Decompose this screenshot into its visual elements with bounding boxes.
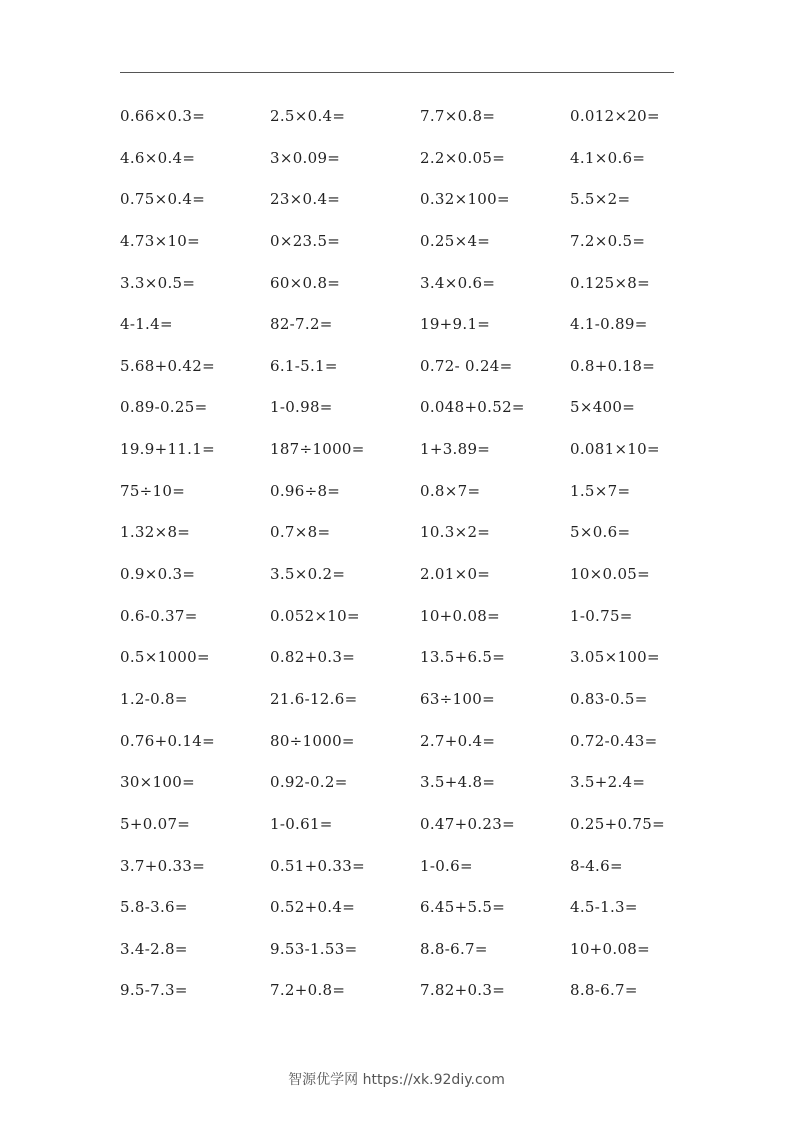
problem-item: 0.125×8= [570, 273, 651, 292]
problem-item: 2.5×0.4= [270, 107, 346, 125]
problem-item: 1+3.89= [420, 440, 491, 459]
problem-item: 10+0.08= [420, 606, 501, 625]
problem-item: 30×100= [120, 773, 195, 792]
problem-item: 4-1.4= [120, 315, 173, 334]
problem-item: 1-0.6= [420, 856, 473, 875]
problem-item: 0.012×20= [570, 107, 660, 125]
problem-item: 7.7×0.8= [420, 107, 496, 125]
problem-item: 7.2+0.8= [270, 981, 346, 1000]
problem-item: 19+9.1= [420, 315, 491, 334]
problem-item: 0.8×7= [420, 481, 481, 500]
problem-item: 0.9×0.3= [120, 565, 196, 584]
problem-item: 1-0.61= [270, 814, 333, 833]
problem-item: 10×0.05= [570, 565, 651, 584]
problem-item: 0.25+0.75= [570, 814, 665, 833]
problem-item: 2.2×0.05= [420, 148, 506, 167]
problem-item: 19.9+11.1= [120, 440, 215, 459]
problem-item: 3.5×0.2= [270, 565, 346, 584]
problem-item: 0.72- 0.24= [420, 356, 513, 375]
problem-item: 0.6-0.37= [120, 606, 198, 625]
problem-item: 5×400= [570, 398, 636, 417]
problem-item: 0.32×100= [420, 190, 510, 209]
problem-item: 1.32×8= [120, 523, 191, 542]
problem-item: 0.47+0.23= [420, 814, 515, 833]
problem-item: 0.081×10= [570, 440, 660, 459]
problem-item: 1-0.98= [270, 398, 333, 417]
problem-item: 3×0.09= [270, 148, 341, 167]
problem-item: 8.8-6.7= [570, 981, 638, 1000]
problem-item: 3.4-2.8= [120, 939, 188, 958]
problem-item: 0.5×1000= [120, 648, 210, 667]
problem-item: 7.82+0.3= [420, 981, 506, 1000]
problem-item: 8.8-6.7= [420, 939, 488, 958]
problem-item: 5.68+0.42= [120, 356, 215, 375]
problem-item: 2.7+0.4= [420, 731, 496, 750]
problem-item: 5+0.07= [120, 814, 191, 833]
problem-item: 4.5-1.3= [570, 898, 638, 917]
problem-item: 0.83-0.5= [570, 689, 648, 708]
problem-item: 10.3×2= [420, 523, 491, 542]
problem-item: 13.5+6.5= [420, 648, 506, 667]
header-rule [120, 72, 674, 73]
problem-item: 0.52+0.4= [270, 898, 356, 917]
problem-item: 0.052×10= [270, 606, 360, 625]
problem-item: 9.53-1.53= [270, 939, 358, 958]
problem-item: 9.5-7.3= [120, 981, 188, 1000]
problem-item: 0.8+0.18= [570, 356, 656, 375]
problem-item: 63÷100= [420, 689, 495, 708]
problem-item: 21.6-12.6= [270, 689, 358, 708]
problem-item: 0.66×0.3= [120, 107, 206, 125]
problem-item: 1-0.75= [570, 606, 633, 625]
problem-item: 23×0.4= [270, 190, 341, 209]
problem-item: 8-4.6= [570, 856, 623, 875]
problem-item: 0.51+0.33= [270, 856, 365, 875]
problem-item: 1.2-0.8= [120, 689, 188, 708]
problem-item: 0.75×0.4= [120, 190, 206, 209]
problem-item: 4.6×0.4= [120, 148, 196, 167]
problem-item: 5.5×2= [570, 190, 631, 209]
problem-item: 0.82+0.3= [270, 648, 356, 667]
problem-item: 3.4×0.6= [420, 273, 496, 292]
problem-item: 5.8-3.6= [120, 898, 188, 917]
problem-item: 0.76+0.14= [120, 731, 215, 750]
problem-grid [120, 96, 720, 1012]
problem-item: 0.89-0.25= [120, 398, 208, 417]
problem-item: 4.1-0.89= [570, 315, 648, 334]
problem-item: 3.7+0.33= [120, 856, 206, 875]
problem-item: 0.048+0.52= [420, 398, 525, 417]
problem-item: 10+0.08= [570, 939, 651, 958]
problem-item: 75÷10= [120, 481, 186, 500]
problem-item: 3.5+4.8= [420, 773, 496, 792]
problem-item: 1.5×7= [570, 481, 631, 500]
problem-item: 2.01×0= [420, 565, 491, 584]
problem-item: 6.1-5.1= [270, 356, 338, 375]
problem-item: 5×0.6= [570, 523, 631, 542]
problem-item: 0×23.5= [270, 231, 341, 250]
footer-watermark: 智源优学网 https://xk.92diy.com [288, 1072, 505, 1088]
problem-item: 187÷1000= [270, 440, 365, 459]
problem-item: 3.05×100= [570, 648, 660, 667]
problem-item: 0.92-0.2= [270, 773, 348, 792]
problem-item: 0.25×4= [420, 231, 491, 250]
problem-item: 3.3×0.5= [120, 273, 196, 292]
problem-item: 80÷1000= [270, 731, 355, 750]
problem-item: 7.2×0.5= [570, 231, 646, 250]
problem-item: 82-7.2= [270, 315, 333, 334]
problem-item: 0.7×8= [270, 523, 331, 542]
problem-item: 4.73×10= [120, 231, 201, 250]
problem-item: 0.72-0.43= [570, 731, 658, 750]
problem-item: 4.1×0.6= [570, 148, 646, 167]
problem-item: 3.5+2.4= [570, 773, 646, 792]
problem-item: 60×0.8= [270, 273, 341, 292]
problem-item: 6.45+5.5= [420, 898, 506, 917]
problem-item: 0.96÷8= [270, 481, 341, 500]
